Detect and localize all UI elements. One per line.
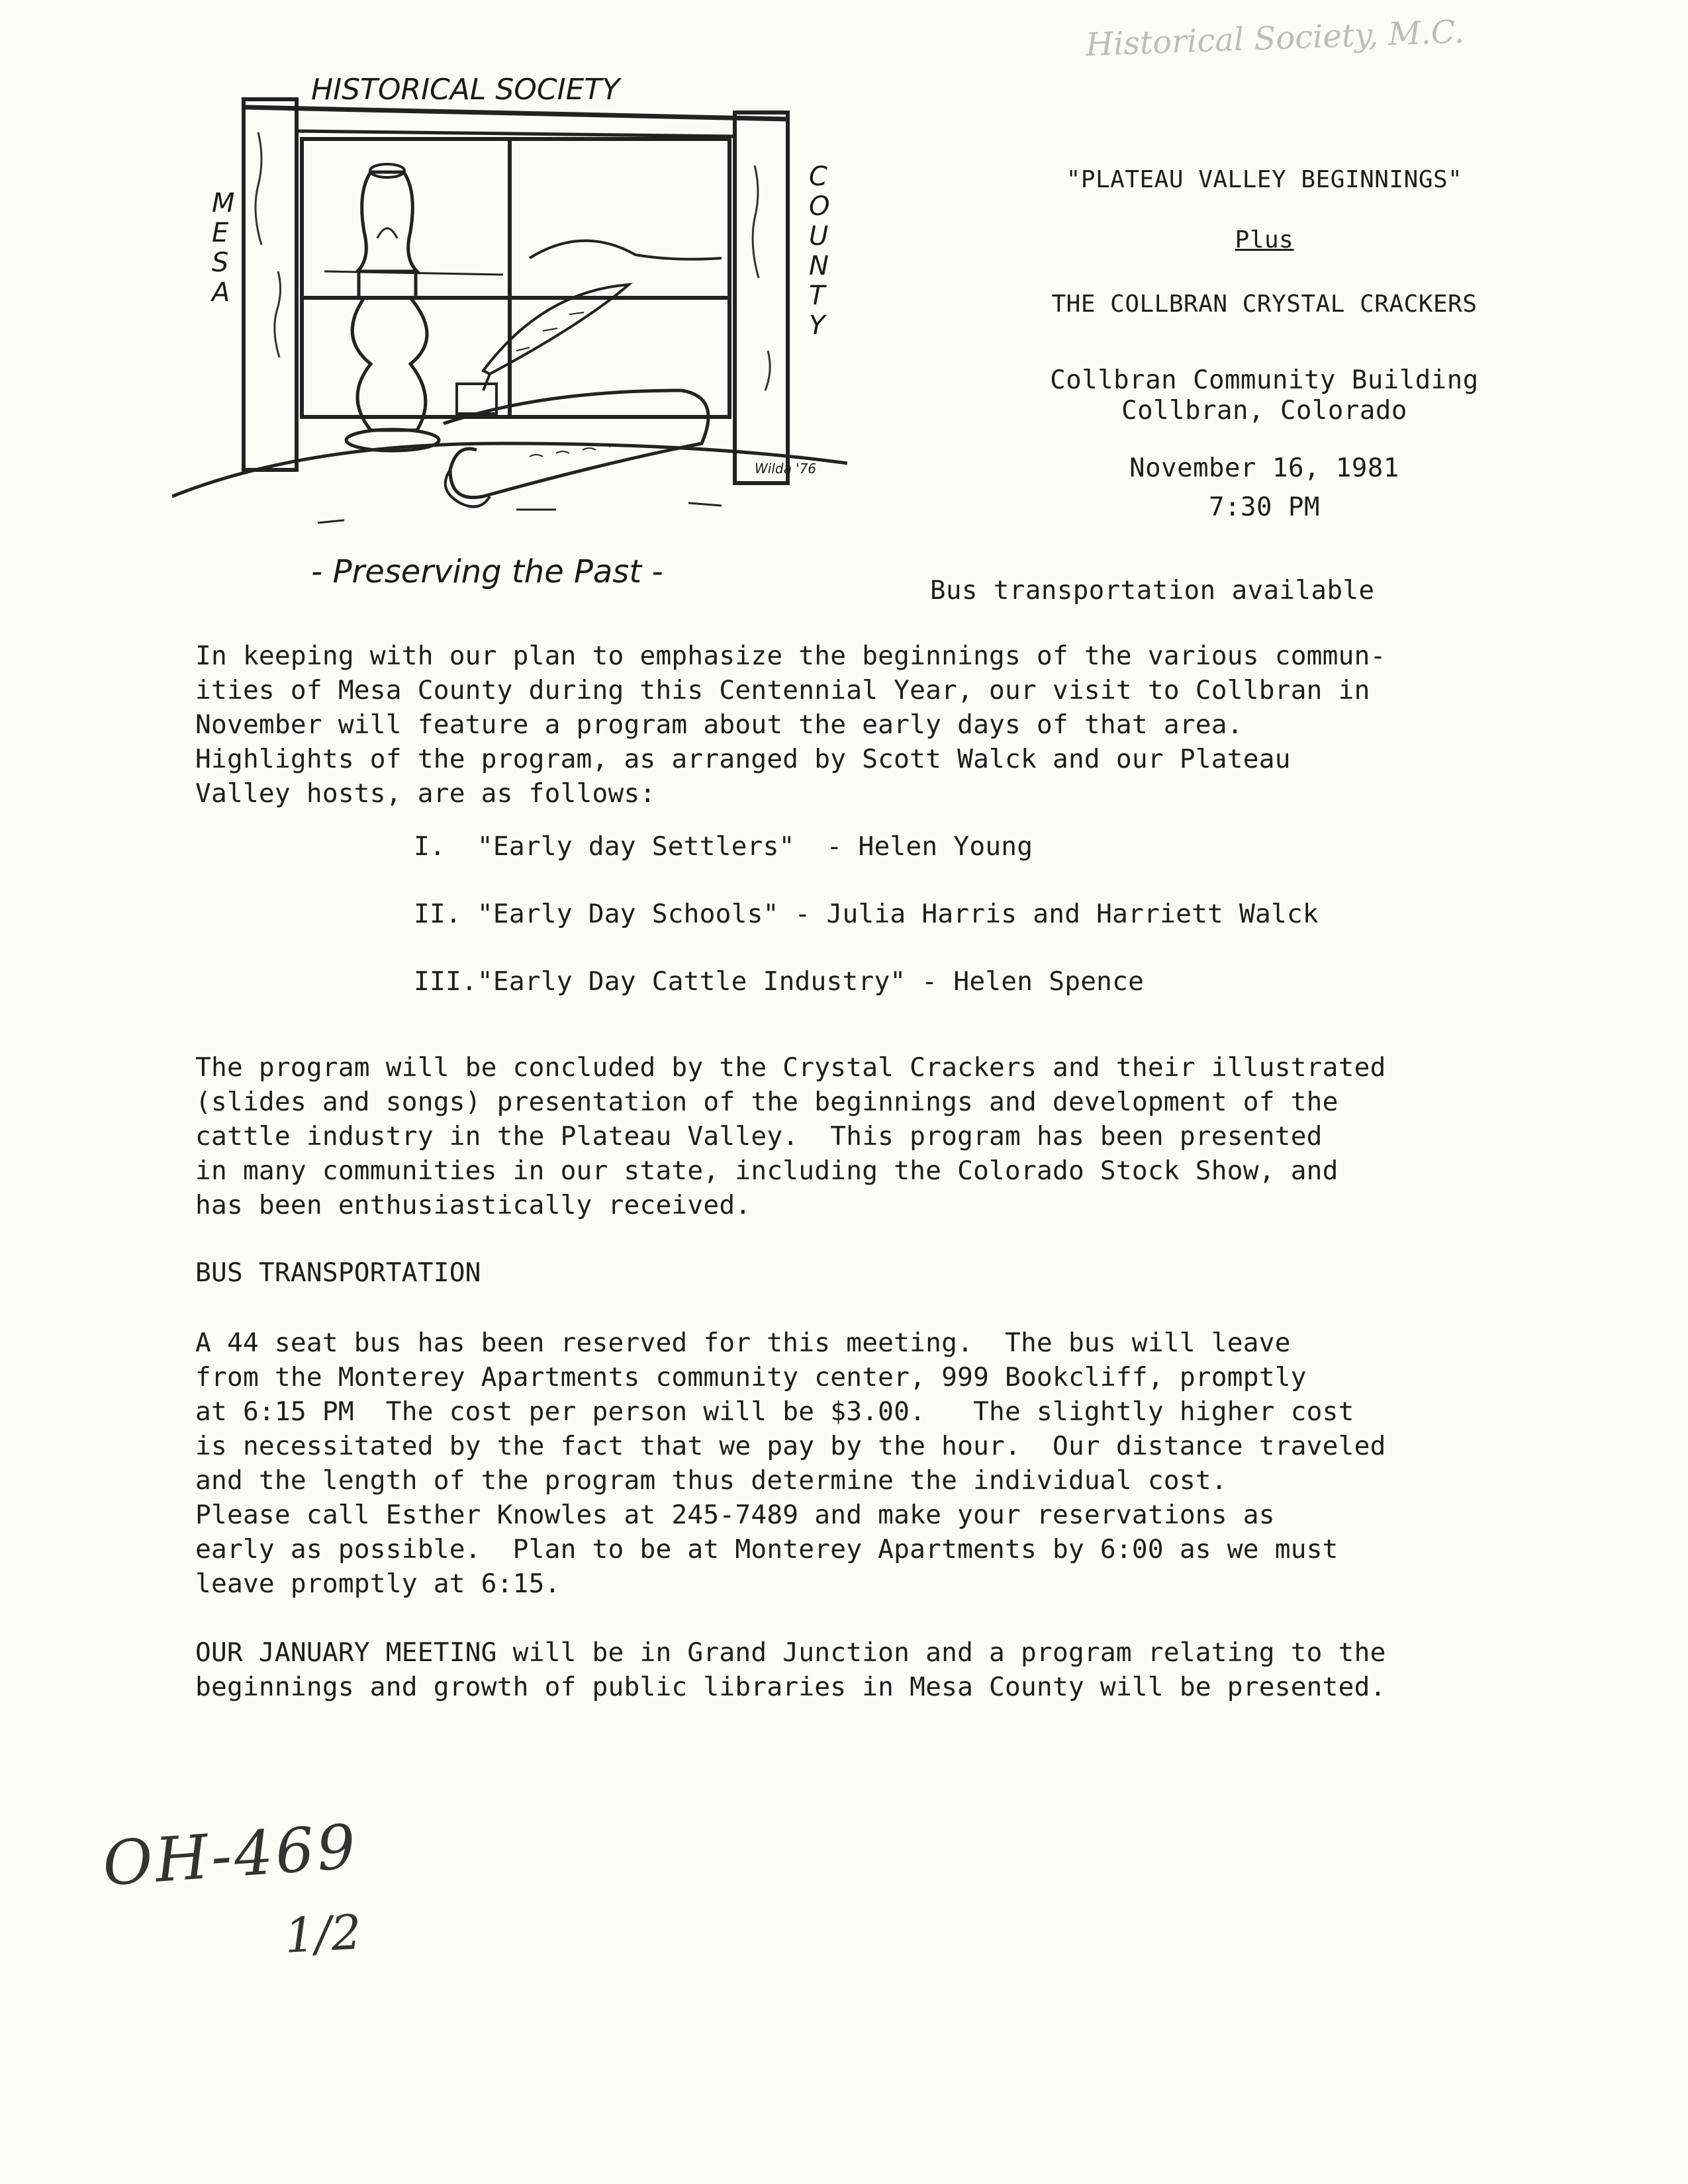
accession-number: OH-469 (100, 1811, 361, 1900)
window-lamp-illustration (172, 73, 847, 602)
svg-text:E: E (212, 218, 229, 248)
handwritten-top-note: Historical Society, M.C. (1085, 13, 1465, 64)
performer-name: THE COLLBRAN CRYSTAL CRACKERS (1051, 291, 1477, 318)
svg-text:A: A (212, 277, 230, 308)
bus-heading: BUS TRANSPORTATION (195, 1257, 481, 1288)
transport-note: Bus transportation available (930, 576, 1375, 606)
event-title: "PLATEAU VALLEY BEGINNINGS" (1066, 166, 1463, 193)
svg-text:M: M (212, 188, 235, 218)
bus-paragraph: A 44 seat bus has been reserved for this meeting. The bus will leave from the Monterey Apartments community center, 999 Bookcliff, promptly at 6:15 PM The cost per person will be $3.00. The slightly higher cost is necessitated by the fact that we pay by the hour. Our distance traveled and the length of the program thus determine the individual cost. Please call Esther Knowles at 245-7489 and make your reservations as early as possible. Plan to be at Monterey Apartments by 6:00 as we must leave promptly at 6:15. (195, 1328, 1386, 1599)
event-header (907, 159, 1622, 523)
program-list (414, 829, 1519, 1032)
letter-body (195, 639, 1519, 1704)
venue-name: Collbran Community Building (1050, 365, 1479, 395)
svg-text:C: C (809, 161, 827, 192)
historical-society-logo (172, 73, 847, 602)
svg-text:Y: Y (809, 310, 825, 341)
oil-lamp-icon (346, 164, 439, 451)
plus-label: Plus (1235, 226, 1294, 254)
svg-text:N: N (809, 251, 829, 281)
logo-side-county (809, 161, 829, 341)
january-paragraph: OUR JANUARY MEETING will be in Grand Junction and a program relating to the beginnings and growth of public libraries in Mesa County will be presented. (195, 1637, 1386, 1702)
conclusion-paragraph: The program will be concluded by the Crystal Crackers and their illustrated (slides and songs) presentation of the beginnings and development of the cattle industry in the Plateau Valley. This program has been presented in many communities in our state, including the Colorado Stock Show, and has been enthusiastically received. (195, 1052, 1386, 1220)
intro-paragraph: In keeping with our plan to emphasize the beginnings of the various commun- ities of Mesa County during this Centennial Year, our visit to Collbran in November will feature a program about the early days of that area. Highlights of the program, as arranged by Scott Walck and our Plateau Valley hosts, are as follows: (195, 641, 1386, 809)
program-item: I. "Early day Settlers" - Helen Young (414, 831, 1033, 862)
program-item: II. "Early Day Schools" - Julia Harris and Harriett Walck (414, 899, 1319, 929)
event-time: 7:30 PM (1209, 492, 1320, 522)
logo-side-mesa (210, 188, 235, 308)
artist-signature: Wilda '76 (755, 461, 817, 477)
svg-text:U: U (809, 221, 829, 251)
page-fraction: 1/2 (283, 1904, 363, 1964)
venue-city: Collbran, Colorado (1121, 396, 1407, 426)
svg-text:O: O (809, 191, 830, 222)
program-item: III."Early Day Cattle Industry" - Helen Spence (414, 966, 1145, 997)
svg-text:T: T (809, 281, 825, 311)
logo-top-text: HISTORICAL SOCIETY (311, 73, 620, 107)
event-date: November 16, 1981 (1129, 453, 1399, 484)
svg-text:S: S (212, 248, 229, 278)
logo-bottom-text: - Preserving the Past - (311, 553, 663, 590)
quill-pen-icon (483, 285, 629, 390)
